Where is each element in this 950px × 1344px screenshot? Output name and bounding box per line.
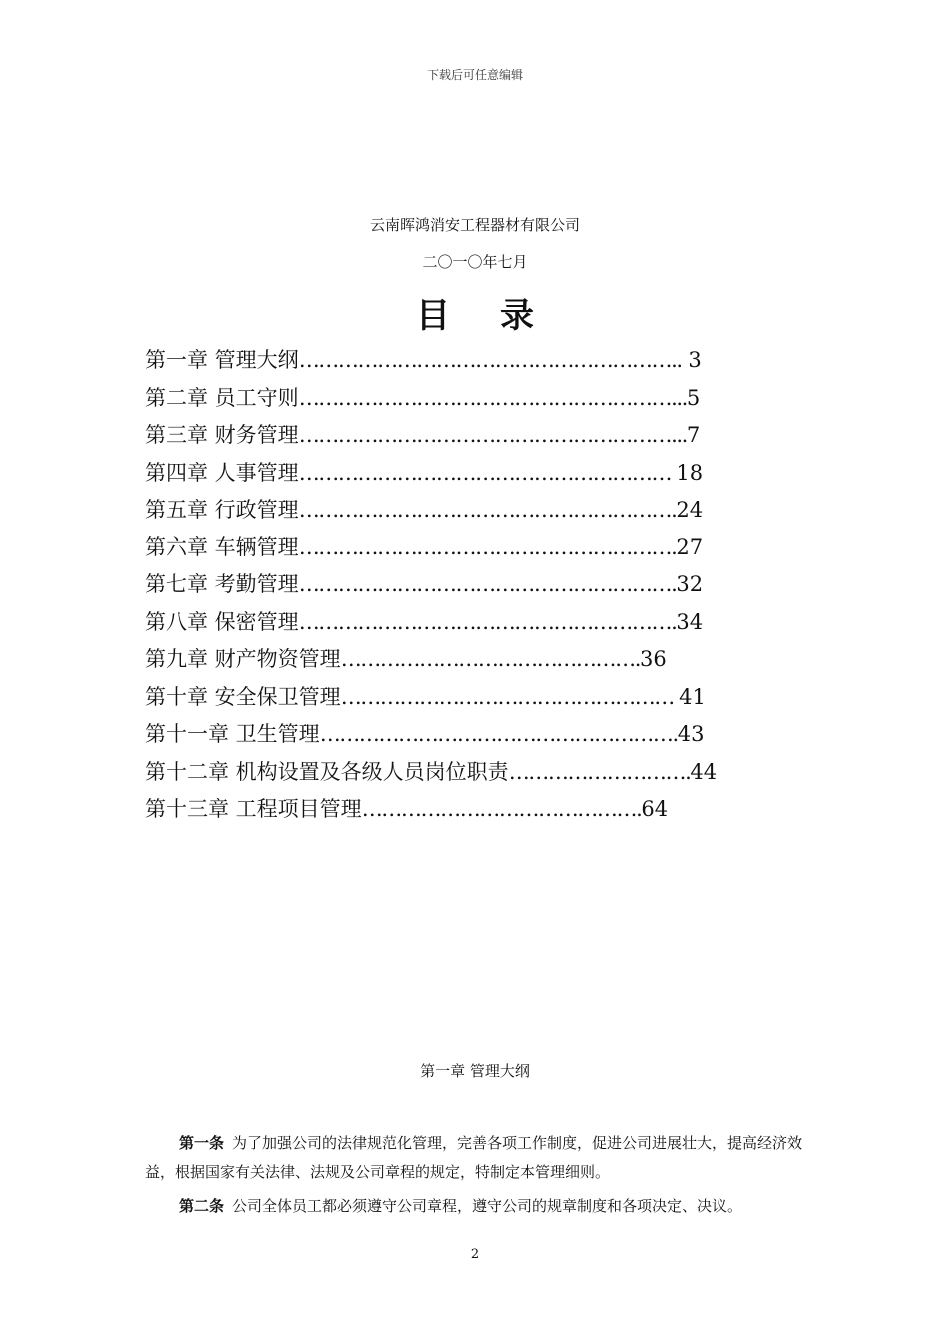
toc-entry-label: 第三章 财务管理: [145, 423, 299, 447]
toc-entry-page: 34: [676, 610, 704, 634]
toc-entry[interactable]: [145, 532, 703, 562]
article-text: 公司全体员工都必须遵守公司章程，遵守公司的规章制度和各项决定、决议。: [232, 1197, 743, 1215]
toc-entry-label: 第八章 保密管理: [145, 610, 299, 634]
toc-entry[interactable]: [145, 345, 702, 375]
article-text: 为了加强公司的法律规范化管理，完善各项工作制度，促进公司进展壮大，提高经济效益，根据国家有关法律、法规及公司章程的规定，特制定本管理细则。: [145, 1134, 803, 1181]
toc-entry-label: 第四章 人事管理: [145, 461, 299, 485]
toc-entry-page: 24: [676, 498, 704, 522]
toc-entry-leader: ……………………….: [508, 760, 691, 784]
toc-entry-page: 18: [676, 461, 704, 485]
toc-entry[interactable]: [145, 757, 717, 787]
article-lead: 第二条: [179, 1197, 225, 1215]
toc-entry-label: 第七章 考勤管理: [145, 572, 299, 596]
article-paragraph: [145, 1192, 810, 1221]
toc-entry-leader: …………………………………………………...: [298, 423, 687, 447]
article-lead: 第一条: [179, 1134, 225, 1152]
toc-entry-label: 第一章 管理大纲: [145, 348, 299, 372]
toc-entry-label: 第十二章 机构设置及各级人员岗位职责: [145, 760, 509, 784]
toc-entry[interactable]: [145, 644, 667, 674]
page-number: 2: [470, 1247, 480, 1262]
toc-entry-page: 44: [690, 760, 718, 784]
toc-entry-label: 第十章 安全保卫管理: [145, 685, 341, 709]
toc-entry-page: 27: [676, 535, 704, 559]
article-paragraph: [145, 1129, 810, 1187]
toc-entry[interactable]: [145, 458, 703, 488]
toc-entry-leader: ………………………………………………….: [298, 572, 677, 596]
toc-entry[interactable]: [145, 794, 668, 824]
toc-entry-leader: ………………………………………………….: [298, 498, 677, 522]
toc-entry-leader: …………………………………………………...: [298, 386, 687, 410]
toc-entry[interactable]: [145, 682, 706, 712]
toc-entry-label: 第二章 员工守则: [145, 386, 299, 410]
toc-entry-leader: …………………………………………………..: [298, 348, 682, 372]
toc-entry-page: 3: [681, 348, 702, 372]
toc-entry[interactable]: [145, 495, 703, 525]
toc-entry-page: 32: [676, 572, 704, 596]
toc-entry-leader: ……………………………………………: [340, 685, 680, 709]
toc-entry-label: 第六章 车辆管理: [145, 535, 299, 559]
toc-entry-leader: ……………………………………….: [340, 647, 640, 671]
toc-entry-page: 7: [686, 423, 701, 447]
toc-entry[interactable]: [145, 420, 700, 450]
toc-entry-page: 36: [639, 647, 667, 671]
document-date: 二〇一〇年七月: [422, 253, 528, 271]
toc-entry-leader: ………………………………………………….: [298, 610, 677, 634]
toc-entry-label: 第九章 财产物资管理: [145, 647, 341, 671]
toc-entry-leader: …………………………………….: [361, 797, 642, 821]
chapter-heading: 第一章 管理大纲: [420, 1062, 530, 1080]
toc-entry-page: 5: [686, 386, 701, 410]
toc-title: 目录: [416, 296, 584, 336]
toc-entry-label: 第五章 行政管理: [145, 498, 299, 522]
toc-entry-label: 第十三章 工程项目管理: [145, 797, 362, 821]
toc-entry-page: 43: [677, 722, 705, 746]
toc-entry[interactable]: [145, 719, 705, 749]
header-note: 下载后可任意编辑: [426, 68, 523, 82]
toc-entry-leader: ……………………………………………….: [319, 722, 678, 746]
toc-entry-leader: …………………………………………………: [298, 461, 677, 485]
toc-entry-leader: ………………………………………………….: [298, 535, 677, 559]
toc-entry[interactable]: [145, 569, 703, 599]
toc-entry-page: 64: [641, 797, 669, 821]
toc-entry-page: 41: [679, 685, 706, 709]
company-name: 云南晖鸿消安工程器材有限公司: [369, 216, 580, 234]
toc-entry[interactable]: [145, 607, 703, 637]
toc-entry[interactable]: [145, 383, 700, 413]
toc-entry-label: 第十一章 卫生管理: [145, 722, 320, 746]
